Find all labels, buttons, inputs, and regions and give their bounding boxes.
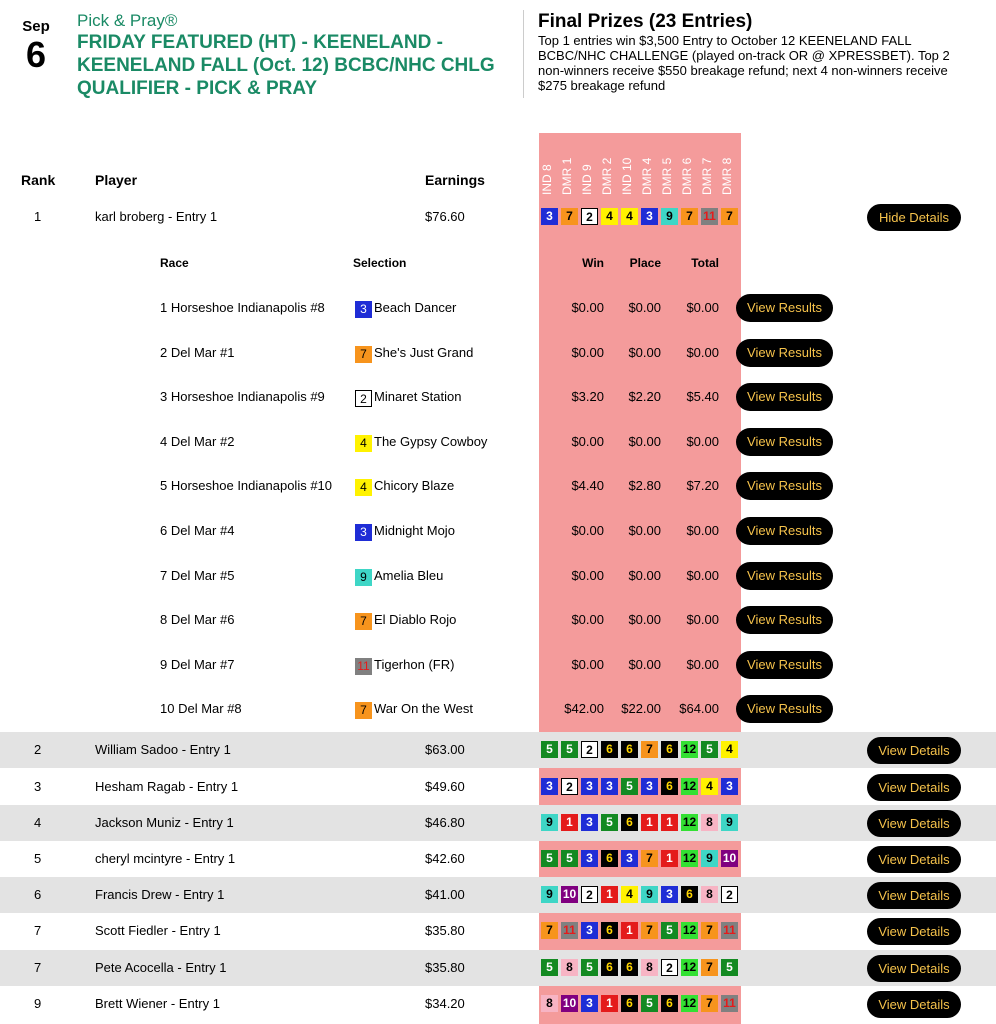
pick-chip: 9 <box>541 886 558 903</box>
pick-chip: 7 <box>681 208 698 225</box>
pick-chip: 3 <box>581 995 598 1012</box>
selection-chip: 7 <box>355 613 372 630</box>
total-amount: $7.20 <box>686 478 719 494</box>
total-amount: $5.40 <box>686 389 719 405</box>
view-results-button[interactable]: View Results <box>736 606 833 634</box>
pick-chip: 12 <box>682 742 697 756</box>
selection-chip: 2 <box>355 390 372 407</box>
pick-chip: 5 <box>601 814 618 831</box>
rank-cell: 4 <box>34 815 42 830</box>
pick-chip: 1 <box>601 886 618 903</box>
pick-chip: 6 <box>621 814 638 831</box>
detail-race: 8 Del Mar #6 <box>160 612 235 628</box>
place-amount: $0.00 <box>628 344 661 360</box>
detail-row <box>0 422 996 462</box>
total-amount: $0.00 <box>686 300 719 315</box>
pick-chip: 3 <box>581 814 598 831</box>
detail-race: 7 Del Mar #5 <box>160 567 235 583</box>
pick-chip: 5 <box>541 741 558 758</box>
leaderboard-row <box>0 805 996 841</box>
leaderboard-row <box>0 877 996 913</box>
prizes-title: Final Prizes (23 Entries) <box>538 11 753 32</box>
details-total-header: Total <box>691 256 719 270</box>
selection-chip: 11 <box>355 658 372 675</box>
pick-chip: 3 <box>641 778 658 795</box>
prizes-panel <box>538 11 978 93</box>
pick-chip: 5 <box>541 959 558 976</box>
race-label <box>599 133 619 199</box>
selection-chip: 3 <box>355 524 372 541</box>
earnings-cell: $35.80 <box>425 923 465 938</box>
pick-chip: 3 <box>661 886 678 903</box>
win-amount: $0.00 <box>571 523 604 538</box>
pick-chip: 7 <box>701 959 718 976</box>
pick-chip: 1 <box>561 814 578 831</box>
pick-chip: 7 <box>721 208 738 225</box>
view-details-button[interactable]: View Details <box>867 918 961 945</box>
place-amount: $22.00 <box>621 701 661 717</box>
pick-chip: 10 <box>722 851 737 865</box>
earnings-cell: $46.80 <box>425 815 465 830</box>
earnings-header: Earnings <box>425 172 485 188</box>
race-label-text: IND 8 <box>540 164 554 195</box>
race-label-text: DMR 8 <box>720 157 734 195</box>
pick-chip: 5 <box>561 741 578 758</box>
player-name: Francis Drew - Entry 1 <box>95 887 225 902</box>
pick-chip: 6 <box>601 850 618 867</box>
earnings-cell: $76.60 <box>425 209 465 224</box>
detail-row <box>0 288 996 328</box>
pick-chip: 11 <box>721 922 738 939</box>
view-details-button[interactable]: View Details <box>867 810 961 837</box>
pick-chip: 1 <box>661 850 678 867</box>
race-label <box>539 133 559 199</box>
view-details-button[interactable]: View Details <box>867 737 961 764</box>
pick-chip: 11 <box>701 208 718 225</box>
detail-race: 5 Horseshoe Indianapolis #10 <box>160 478 333 494</box>
detail-row <box>0 333 996 373</box>
detail-race: 1 Horseshoe Indianapolis #8 <box>160 300 325 315</box>
view-results-button[interactable]: View Results <box>736 294 833 322</box>
view-results-button[interactable]: View Results <box>736 428 833 456</box>
pick-chip: 7 <box>641 741 658 758</box>
selection-chip: 3 <box>355 301 372 318</box>
detail-row <box>0 645 996 685</box>
player-name: Pete Acocella - Entry 1 <box>95 960 227 975</box>
win-amount: $0.00 <box>571 567 604 583</box>
pick-chip: 4 <box>701 778 718 795</box>
race-label <box>719 133 739 199</box>
pick-chip: 9 <box>541 814 558 831</box>
date-month: Sep <box>22 18 50 35</box>
pick-chip: 1 <box>661 814 678 831</box>
rank-cell: 7 <box>34 923 42 938</box>
pick-chip: 12 <box>682 996 697 1010</box>
detail-row <box>0 377 996 417</box>
selection-chip: 7 <box>355 702 372 719</box>
total-amount: $0.00 <box>686 656 719 672</box>
pick-chip: 6 <box>661 778 678 795</box>
details-race-header: Race <box>160 256 189 270</box>
horse-name: Minaret Station <box>374 389 462 405</box>
rank-cell: 1 <box>34 209 42 224</box>
race-label <box>639 133 659 199</box>
race-labels <box>539 133 741 199</box>
earnings-cell: $41.00 <box>425 887 465 902</box>
pick-chip: 8 <box>641 959 658 976</box>
pick-chip: 1 <box>601 995 618 1012</box>
detail-row <box>0 600 996 640</box>
win-amount: $4.40 <box>571 478 604 494</box>
pick-chip: 5 <box>661 922 678 939</box>
selection-chip: 4 <box>355 435 372 452</box>
picks-strip <box>541 814 741 833</box>
pick-chip: 12 <box>682 851 697 865</box>
pick-chip: 7 <box>561 208 578 225</box>
total-amount: $0.00 <box>686 567 719 583</box>
detail-row <box>0 466 996 506</box>
pick-chip: 5 <box>561 850 578 867</box>
detail-race: 9 Del Mar #7 <box>160 656 235 672</box>
header-divider <box>523 10 524 98</box>
pick-chip: 8 <box>561 959 578 976</box>
picks-strip <box>541 886 741 905</box>
pick-chip: 4 <box>601 208 618 225</box>
total-amount: $0.00 <box>686 523 719 538</box>
contest-title: FRIDAY FEATURED (HT) - KEENELAND - KEENELAND FALL (Oct. 12) BCBC/NHC CHLG QUALIFIER - PICK & PRAY <box>77 32 495 99</box>
race-label <box>679 133 699 199</box>
pick-chip: 1 <box>641 814 658 831</box>
selection-chip: 7 <box>355 346 372 363</box>
pick-chip: 3 <box>581 850 598 867</box>
race-label-text: DMR 1 <box>560 157 574 195</box>
horse-name: War On the West <box>374 701 473 717</box>
pick-chip: 11 <box>561 922 578 939</box>
pick-chip: 5 <box>621 778 638 795</box>
pick-chip: 6 <box>621 995 638 1012</box>
win-amount: $0.00 <box>571 433 604 449</box>
detail-race: 6 Del Mar #4 <box>160 523 235 538</box>
view-details-button[interactable]: View Details <box>867 846 961 873</box>
player-header: Player <box>95 172 138 188</box>
race-label <box>559 133 579 199</box>
place-amount: $0.00 <box>628 656 661 672</box>
earnings-cell: $63.00 <box>425 742 465 757</box>
player-name: Brett Wiener - Entry 1 <box>95 996 220 1011</box>
prizes-description: Top 1 entries win $3,500 Entry to October 12 KEENELAND FALL BCBC/NHC CHALLENGE (played on-track OR @ XPRESSBET). Top 2 non-winners receive $550 breakage refund; next 4 non-winners receive $275 breakage refund <box>538 33 950 93</box>
picks-strip <box>541 995 741 1014</box>
pick-chip: 3 <box>601 778 618 795</box>
horse-name: Beach Dancer <box>374 300 457 315</box>
race-label-text: DMR 7 <box>700 157 714 195</box>
race-label-text: DMR 4 <box>640 157 654 195</box>
total-amount: $64.00 <box>679 701 719 717</box>
pick-chip: 12 <box>682 779 697 793</box>
rank-header: Rank <box>21 172 56 188</box>
details-place-header: Place <box>629 256 661 270</box>
pick-chip: 1 <box>621 922 638 939</box>
place-amount: $0.00 <box>628 433 661 449</box>
picks-strip <box>541 959 741 978</box>
brand-name: Pick & Pray® <box>77 11 178 30</box>
view-results-button[interactable]: View Results <box>736 651 833 679</box>
date-day: 6 <box>25 34 47 75</box>
player-name: karl broberg - Entry 1 <box>95 209 218 224</box>
win-amount: $0.00 <box>571 300 604 315</box>
race-label <box>579 133 599 199</box>
total-amount: $0.00 <box>686 433 719 449</box>
player-name: William Sadoo - Entry 1 <box>95 742 231 757</box>
detail-row <box>0 556 996 596</box>
view-details-button[interactable]: View Details <box>867 882 961 909</box>
place-amount: $0.00 <box>628 567 661 583</box>
picks-strip <box>541 850 741 869</box>
detail-race: 3 Horseshoe Indianapolis #9 <box>160 389 325 405</box>
rank-cell: 7 <box>34 960 42 975</box>
pick-chip: 4 <box>621 886 638 903</box>
pick-chip: 6 <box>601 741 618 758</box>
picks-strip <box>541 208 741 227</box>
pick-chip: 2 <box>581 208 598 225</box>
pick-chip: 2 <box>581 741 598 758</box>
rank-cell: 3 <box>34 779 42 794</box>
view-results-button[interactable]: View Results <box>736 695 833 723</box>
pick-chip: 7 <box>641 850 658 867</box>
selection-chip: 9 <box>355 569 372 586</box>
pick-chip: 11 <box>721 995 738 1012</box>
rank-cell: 2 <box>34 742 42 757</box>
win-amount: $0.00 <box>571 612 604 628</box>
pick-chip: 5 <box>701 741 718 758</box>
rank-cell: 5 <box>34 851 42 866</box>
race-label-text: DMR 2 <box>600 157 614 195</box>
pick-chip: 4 <box>721 741 738 758</box>
horse-name: El Diablo Rojo <box>374 612 457 628</box>
pick-chip: 9 <box>701 850 718 867</box>
horse-name: The Gypsy Cowboy <box>374 433 488 449</box>
race-label <box>659 133 679 199</box>
pick-chip: 2 <box>581 886 598 903</box>
pick-chip: 7 <box>701 995 718 1012</box>
race-label-text: DMR 6 <box>680 157 694 195</box>
rank-cell: 6 <box>34 887 42 902</box>
pick-chip: 7 <box>541 922 558 939</box>
place-amount: $2.80 <box>628 478 661 494</box>
pick-chip: 9 <box>641 886 658 903</box>
hide-details-button[interactable]: Hide Details <box>867 204 961 231</box>
place-amount: $2.20 <box>628 389 661 405</box>
leaderboard-row <box>0 199 996 235</box>
detail-race: 2 Del Mar #1 <box>160 344 235 360</box>
horse-name: Amelia Bleu <box>374 567 444 583</box>
view-results-button[interactable]: View Results <box>736 517 833 545</box>
race-label-text: IND 10 <box>620 157 634 195</box>
place-amount: $0.00 <box>628 612 661 628</box>
horse-name: Chicory Blaze <box>374 478 455 494</box>
detail-race: 10 Del Mar #8 <box>160 701 242 717</box>
leaderboard-row <box>0 732 996 768</box>
race-label <box>699 133 719 199</box>
win-amount: $42.00 <box>564 701 604 717</box>
pick-chip: 3 <box>641 208 658 225</box>
selection-chip: 4 <box>355 479 372 496</box>
earnings-cell: $42.60 <box>425 851 465 866</box>
pick-chip: 3 <box>621 850 638 867</box>
view-results-button[interactable]: View Results <box>736 562 833 590</box>
pick-chip: 6 <box>681 886 698 903</box>
contest-title-block <box>77 10 497 100</box>
detail-row <box>0 689 996 729</box>
view-details-button[interactable]: View Details <box>867 991 961 1018</box>
pick-chip: 12 <box>682 960 697 974</box>
pick-chip: 8 <box>541 995 558 1012</box>
earnings-cell: $35.80 <box>425 960 465 975</box>
details-win-header: Win <box>582 256 604 270</box>
view-results-button[interactable]: View Results <box>736 383 833 411</box>
pick-chip: 4 <box>621 208 638 225</box>
view-results-button[interactable]: View Results <box>736 472 833 500</box>
race-label-text: IND 9 <box>580 164 594 195</box>
pick-chip: 6 <box>601 959 618 976</box>
pick-chip: 5 <box>541 850 558 867</box>
player-name: Jackson Muniz - Entry 1 <box>95 815 234 830</box>
earnings-cell: $49.60 <box>425 779 465 794</box>
total-amount: $0.00 <box>686 612 719 628</box>
pick-chip: 5 <box>721 959 738 976</box>
pick-chip: 12 <box>682 815 697 829</box>
pick-chip: 2 <box>661 959 678 976</box>
view-details-button[interactable]: View Details <box>867 955 961 982</box>
pick-chip: 2 <box>721 886 738 903</box>
pick-chip: 3 <box>581 778 598 795</box>
place-amount: $0.00 <box>628 300 661 315</box>
details-selection-header: Selection <box>353 256 407 270</box>
pick-chip: 5 <box>641 995 658 1012</box>
pick-chip: 6 <box>661 995 678 1012</box>
leaderboard-row <box>0 769 996 805</box>
horse-name: She's Just Grand <box>374 344 474 360</box>
view-details-button[interactable]: View Details <box>867 774 961 801</box>
pick-chip: 10 <box>562 887 577 901</box>
win-amount: $3.20 <box>571 389 604 405</box>
player-name: Hesham Ragab - Entry 1 <box>95 779 239 794</box>
pick-chip: 8 <box>701 886 718 903</box>
view-results-button[interactable]: View Results <box>736 339 833 367</box>
race-label-text: DMR 5 <box>660 157 674 195</box>
date-badge <box>14 18 58 74</box>
win-amount: $0.00 <box>571 656 604 672</box>
picks-strip <box>541 741 741 760</box>
leaderboard-row <box>0 913 996 949</box>
player-name: Scott Fiedler - Entry 1 <box>95 923 221 938</box>
pick-chip: 9 <box>661 208 678 225</box>
pick-chip: 3 <box>581 922 598 939</box>
pick-chip: 8 <box>701 814 718 831</box>
leaderboard-row <box>0 841 996 877</box>
pick-chip: 5 <box>581 959 598 976</box>
detail-race: 4 Del Mar #2 <box>160 433 235 449</box>
place-amount: $0.00 <box>628 523 661 538</box>
pick-chip: 6 <box>661 741 678 758</box>
horse-name: Tigerhon (FR) <box>374 656 455 672</box>
pick-chip: 6 <box>621 741 638 758</box>
horse-name: Midnight Mojo <box>374 523 455 538</box>
pick-chip: 6 <box>601 922 618 939</box>
win-amount: $0.00 <box>571 344 604 360</box>
pick-chip: 3 <box>541 778 558 795</box>
pick-chip: 3 <box>721 778 738 795</box>
total-amount: $0.00 <box>686 344 719 360</box>
picks-strip <box>541 778 741 797</box>
detail-row <box>0 511 996 551</box>
pick-chip: 9 <box>721 814 738 831</box>
pick-chip: 2 <box>561 778 578 795</box>
pick-chip: 12 <box>682 923 697 937</box>
player-name: cheryl mcintyre - Entry 1 <box>95 851 236 866</box>
pick-chip: 10 <box>562 996 577 1010</box>
pick-chip: 6 <box>621 959 638 976</box>
pick-chip: 7 <box>701 922 718 939</box>
leaderboard-row <box>0 986 996 1022</box>
pick-chip: 3 <box>541 208 558 225</box>
race-label <box>619 133 639 199</box>
picks-strip <box>541 922 741 941</box>
pick-chip: 7 <box>641 922 658 939</box>
rank-cell: 9 <box>34 996 42 1011</box>
leaderboard-row <box>0 950 996 986</box>
earnings-cell: $34.20 <box>425 996 465 1011</box>
